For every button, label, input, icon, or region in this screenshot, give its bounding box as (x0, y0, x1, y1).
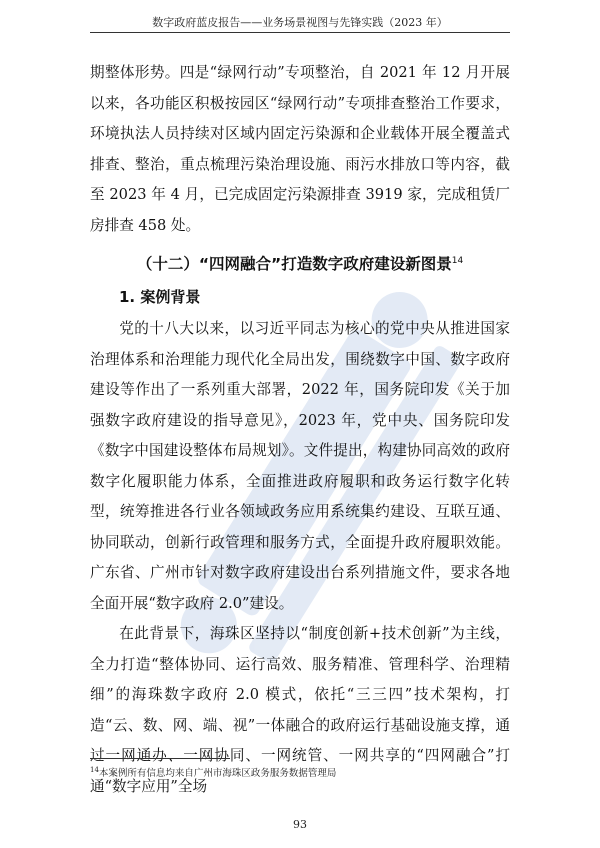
section-heading-text: （十二）“四网融合”打造数字政府建设新图景 (136, 255, 452, 274)
case-background-heading: 1. 案例背景 (119, 288, 201, 307)
paragraph-background-1: 党的十八大以来，以习近平同志为核心的党中央从推进国家治理体系和治理能力现代化全局出发，围绕数字中国、数字政府建设等作出了一系列重大部署，2022 年，国务院印发《关于加强数字政府建设的指导意见》，2023 年，党中央、国务院印发《数字中国建设整体布局规划》。文件提出，构建协同高效的政府数字化履职能力体系，全面推进政府履职和政务运行数字化转型，统筹推进各行业各领域政务应用系统集约建设、互联互通、协同联动，创新行政管理和服务方式，全面提升政府履职效能。广东省、广州市针对数字政府建设出台系列措施文件，要求各地全面开展“数字政府 2.0”建设。 (90, 320, 510, 612)
paragraph-intro: 期整体形势。四是“绿网行动”专项整治，自 2021 年 12 月开展以来，各功能区积极按园区“绿网行动”专项排查整治工作要求，环境执法人员持续对区域内固定污染源和企业载体开展全覆盖式排查、整治，重点梳理污染治理设施、雨污水排放口等内容，截至 2023 年 4 月，已完成固定污染源排查 3919 家，完成租赁厂房排查 458 处。 (90, 64, 510, 234)
section-heading (90, 245, 510, 280)
page-content (90, 58, 510, 802)
page-number: 93 (293, 818, 307, 831)
footnote-marker: 14 (90, 765, 99, 774)
header-rule (90, 32, 510, 33)
paragraph-background-2: 在此背景下，海珠区坚持以“制度创新+技术创新”为主线，全力打造“整体协同、运行高效、服务精准、管理科学、治理精细”的海珠数字政府 2.0 模式，依托“三三四”技术架构，打造“云、数、网、端、视”一体融合的政府运行基础设施支撑，通过一网通办、一网协同、一网统管、一网共享的“四网融合”打通“数字应用”全场 (90, 625, 510, 795)
footnote-reference[interactable]: 14 (451, 256, 464, 266)
running-header: 数字政府蓝皮报告——业务场景视图与先锋实践（2023 年） (152, 16, 448, 29)
footnote-rule (90, 758, 230, 759)
footnote-text: 本案例所有信息均来自广州市海珠区政务服务数据管理局 (98, 768, 337, 779)
footnote (90, 765, 510, 779)
